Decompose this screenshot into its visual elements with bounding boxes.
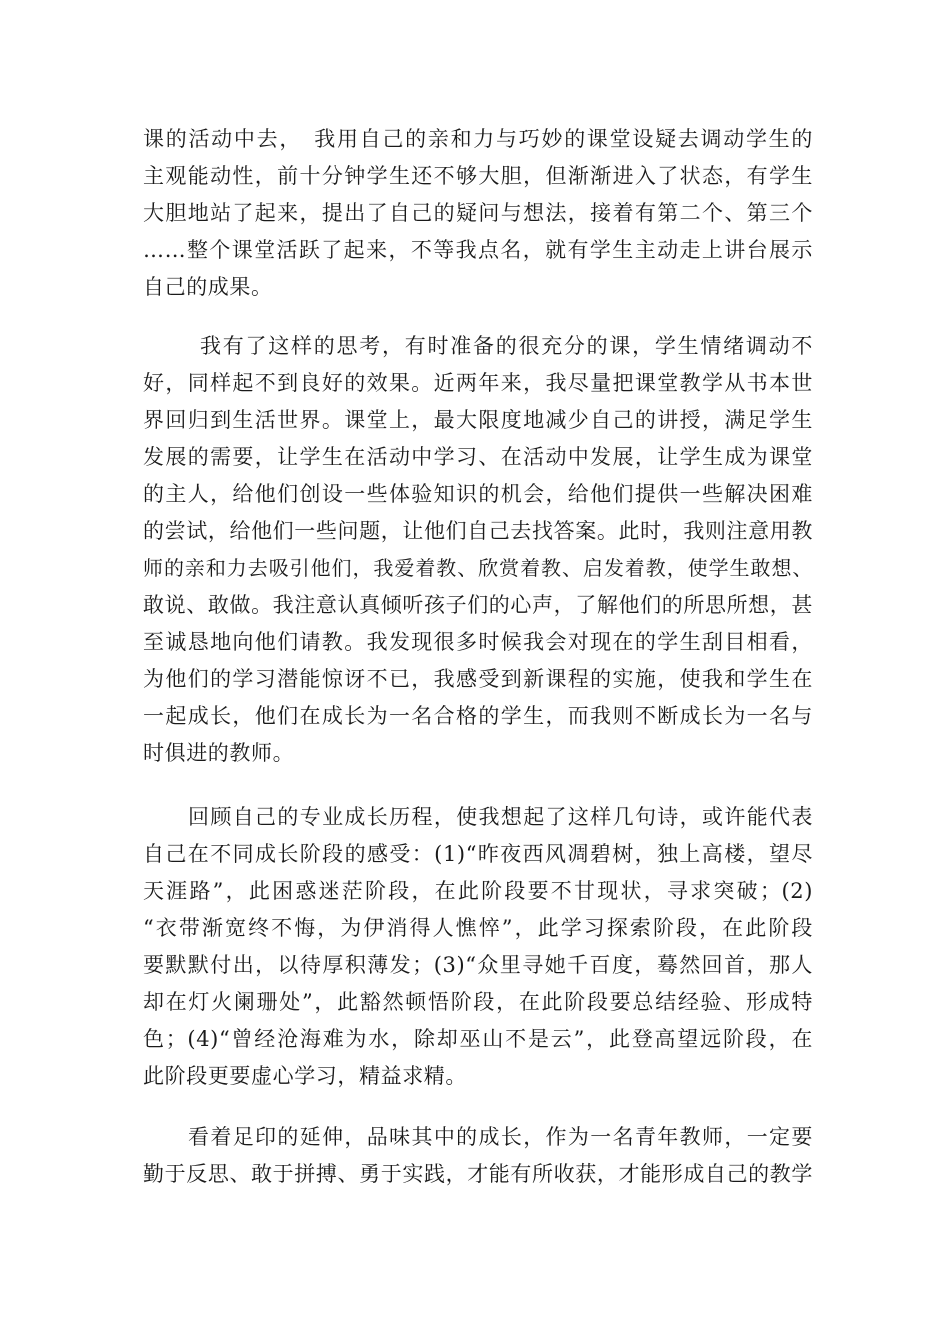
text-line: 好，同样起不到良好的效果。近两年来，我尽量把课堂教学从书本世 <box>143 371 813 395</box>
text-line: 却在灯火阑珊处”，此豁然顿悟阶段，在此阶段要总结经验、形成特 <box>143 990 813 1014</box>
text-line: 一起成长，他们在成长为一名合格的学生，而我则不断成长为一名与 <box>143 704 813 728</box>
text-line: 此阶段更要虚心学习，精益求精。 <box>143 1064 467 1088</box>
text-line: 大胆地站了起来，提出了自己的疑问与想法，接着有第二个、第三个 <box>143 201 813 225</box>
text-line: 课的活动中去， 我用自己的亲和力与巧妙的课堂设疑去调动学生的 <box>143 127 813 151</box>
text-line: 天涯路”，此困惑迷茫阶段，在此阶段要不甘现状，寻求突破；(2) <box>143 879 813 903</box>
text-line: 我有了这样的思考，有时准备的很充分的课，学生情绪调动不 <box>200 334 813 358</box>
text-line: 主观能动性，前十分钟学生还不够大胆，但渐渐进入了状态，有学生 <box>143 164 813 188</box>
text-line: 时俱进的教师。 <box>143 741 295 765</box>
text-line: 看着足印的延伸，品味其中的成长，作为一名青年教师，一定要 <box>188 1125 813 1149</box>
text-line: ……整个课堂活跃了起来，不等我点名，就有学生主动走上讲台展示 <box>143 238 813 262</box>
text-line: 勤于反思、敢于拼搏、勇于实践，才能有所收获，才能形成自己的教学 <box>143 1162 813 1186</box>
text-line: 自己在不同成长阶段的感受：(1)“昨夜西风凋碧树，独上高楼，望尽 <box>143 842 813 866</box>
text-line: 自己的成果。 <box>143 275 273 299</box>
text-line: 为他们的学习潜能惊讶不已，我感受到新课程的实施，使我和学生在 <box>143 667 813 691</box>
text-line: 至诚恳地向他们请教。我发现很多时候我会对现在的学生刮目相看， <box>143 630 813 654</box>
text-line: 敢说、敢做。我注意认真倾听孩子们的心声，了解他们的所思所想，甚 <box>143 593 813 617</box>
text-line: 发展的需要，让学生在活动中学习、在活动中发展，让学生成为课堂 <box>143 445 813 469</box>
text-line: 要默默付出，以待厚积薄发；(3)“众里寻她千百度，蓦然回首，那人 <box>143 953 813 977</box>
text-line: 回顾自己的专业成长历程，使我想起了这样几句诗，或许能代表 <box>188 805 813 829</box>
text-line: 色；(4)“曾经沧海难为水，除却巫山不是云”，此登高望远阶段，在 <box>143 1027 813 1051</box>
text-line: 师的亲和力去吸引他们，我爱着教、欣赏着教、启发着教，使学生敢想、 <box>143 556 813 580</box>
text-line: 的主人，给他们创设一些体验知识的机会，给他们提供一些解决困难 <box>143 482 813 506</box>
text-line: “衣带渐宽终不悔，为伊消得人憔悴”，此学习探索阶段，在此阶段 <box>143 916 813 940</box>
text-line: 界回归到生活世界。课堂上，最大限度地减少自己的讲授，满足学生 <box>143 408 813 432</box>
text-line: 的尝试，给他们一些问题，让他们自己去找答案。此时，我则注意用教 <box>143 519 813 543</box>
